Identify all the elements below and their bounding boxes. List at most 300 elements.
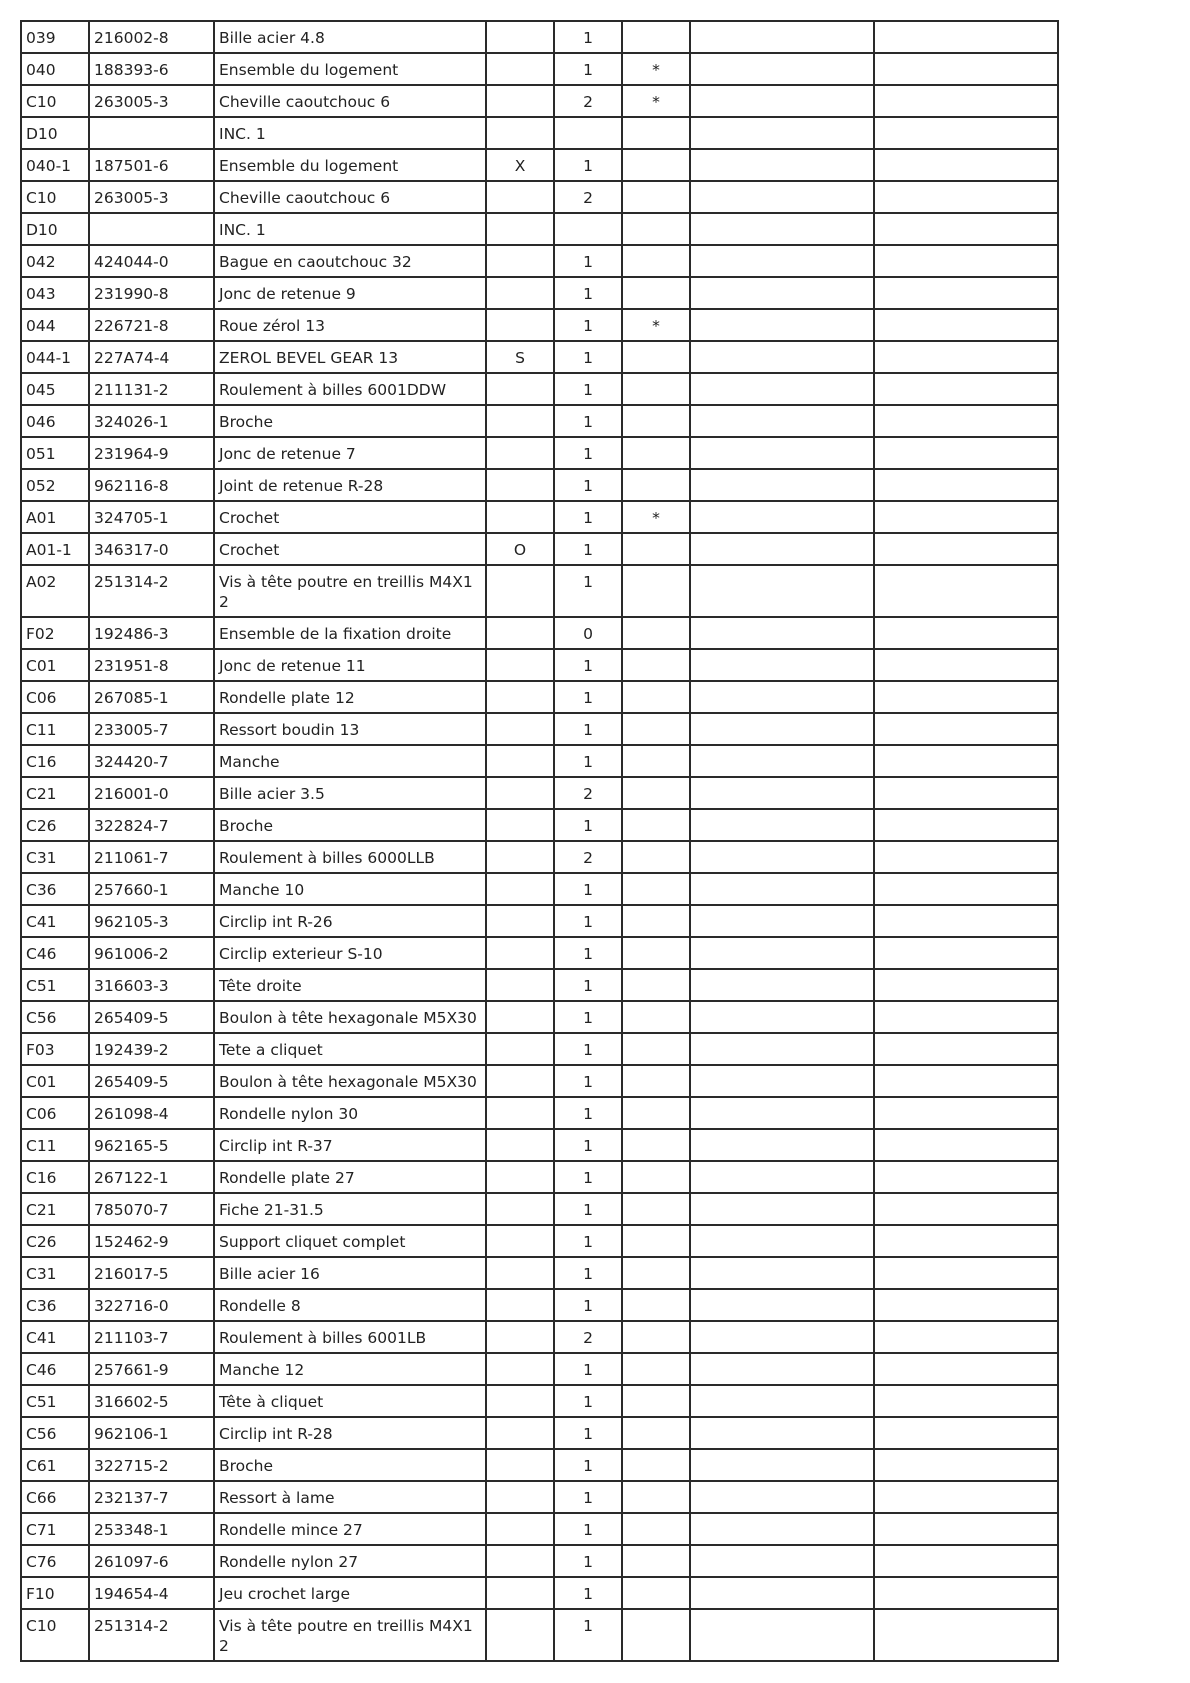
quantity-cell bbox=[554, 149, 622, 181]
quantity-cell bbox=[554, 1001, 622, 1033]
quantity-text: 1 bbox=[583, 913, 593, 931]
parts-table-body bbox=[21, 21, 1058, 1661]
part-number-cell bbox=[89, 1449, 214, 1481]
option-cell bbox=[486, 713, 554, 745]
note-cell bbox=[622, 1129, 690, 1161]
option-text bbox=[491, 86, 549, 92]
empty-cell bbox=[690, 1193, 874, 1225]
table-row bbox=[21, 1033, 1058, 1065]
description-cell bbox=[214, 1033, 486, 1065]
empty-cell bbox=[690, 1001, 874, 1033]
part-number-text: 324420-7 bbox=[94, 753, 169, 771]
description-text: Vis à tête poutre en treillis M4X1 2 bbox=[219, 1617, 473, 1655]
index-text: 051 bbox=[26, 445, 56, 463]
index-text: 052 bbox=[26, 477, 56, 495]
quantity-cell bbox=[554, 245, 622, 277]
index-text: C36 bbox=[26, 1297, 57, 1315]
part-number-text: 324026-1 bbox=[94, 413, 169, 431]
quantity-text: 1 bbox=[583, 477, 593, 495]
index-cell bbox=[21, 969, 89, 1001]
empty-cell bbox=[690, 53, 874, 85]
index-cell bbox=[21, 1033, 89, 1065]
table-row bbox=[21, 533, 1058, 565]
table-row bbox=[21, 213, 1058, 245]
part-number-cell bbox=[89, 117, 214, 149]
description-text: Boulon à tête hexagonale M5X30 bbox=[219, 1009, 477, 1027]
index-text: C11 bbox=[26, 1137, 57, 1155]
note-cell bbox=[622, 1097, 690, 1129]
note-cell bbox=[622, 21, 690, 53]
option-text bbox=[491, 502, 549, 508]
option-text bbox=[491, 182, 549, 188]
description-text: Manche 12 bbox=[219, 1361, 305, 1379]
empty-cell bbox=[874, 1353, 1058, 1385]
index-cell bbox=[21, 1609, 89, 1661]
option-text bbox=[491, 1002, 549, 1008]
note-cell bbox=[622, 745, 690, 777]
part-number-text: 265409-5 bbox=[94, 1073, 169, 1091]
option-text bbox=[491, 438, 549, 444]
table-row bbox=[21, 1449, 1058, 1481]
empty-cell bbox=[690, 213, 874, 245]
note-text bbox=[627, 682, 685, 688]
empty-cell bbox=[874, 1225, 1058, 1257]
empty-cell bbox=[874, 873, 1058, 905]
quantity-cell bbox=[554, 1417, 622, 1449]
index-cell bbox=[21, 405, 89, 437]
quantity-cell bbox=[554, 565, 622, 617]
index-text: C71 bbox=[26, 1521, 57, 1539]
option-cell bbox=[486, 437, 554, 469]
option-text bbox=[491, 1354, 549, 1360]
description-text: Crochet bbox=[219, 541, 280, 559]
table-row bbox=[21, 1097, 1058, 1129]
option-text bbox=[491, 118, 549, 124]
description-cell bbox=[214, 469, 486, 501]
part-number-text: 257661-9 bbox=[94, 1361, 169, 1379]
note-cell bbox=[622, 149, 690, 181]
description-text: Roulement à billes 6001LB bbox=[219, 1329, 427, 1347]
note-text bbox=[627, 534, 685, 540]
table-row bbox=[21, 713, 1058, 745]
quantity-cell bbox=[554, 1097, 622, 1129]
quantity-cell bbox=[554, 905, 622, 937]
index-cell bbox=[21, 85, 89, 117]
index-cell bbox=[21, 149, 89, 181]
part-number-text: 322715-2 bbox=[94, 1457, 169, 1475]
table-row bbox=[21, 1545, 1058, 1577]
empty-cell bbox=[874, 1513, 1058, 1545]
description-text: INC. 1 bbox=[219, 221, 266, 239]
table-row bbox=[21, 437, 1058, 469]
description-cell bbox=[214, 1065, 486, 1097]
index-cell bbox=[21, 21, 89, 53]
index-cell bbox=[21, 1385, 89, 1417]
part-number-text: 231951-8 bbox=[94, 657, 169, 675]
note-cell bbox=[622, 1353, 690, 1385]
option-cell bbox=[486, 213, 554, 245]
index-text: C11 bbox=[26, 721, 57, 739]
quantity-text: 1 bbox=[583, 1297, 593, 1315]
empty-cell bbox=[874, 969, 1058, 1001]
option-cell bbox=[486, 469, 554, 501]
option-text bbox=[491, 1482, 549, 1488]
index-text: C41 bbox=[26, 913, 57, 931]
description-text: Rondelle plate 27 bbox=[219, 1169, 355, 1187]
option-text bbox=[491, 1322, 549, 1328]
index-cell bbox=[21, 873, 89, 905]
quantity-text: 1 bbox=[583, 445, 593, 463]
table-row bbox=[21, 469, 1058, 501]
empty-cell bbox=[874, 1193, 1058, 1225]
quantity-text: 2 bbox=[583, 93, 593, 111]
empty-cell bbox=[874, 21, 1058, 53]
part-number-text: 211061-7 bbox=[94, 849, 169, 867]
option-cell bbox=[486, 937, 554, 969]
empty-cell bbox=[874, 1033, 1058, 1065]
empty-cell bbox=[690, 1289, 874, 1321]
note-cell bbox=[622, 213, 690, 245]
part-number-text: 226721-8 bbox=[94, 317, 169, 335]
quantity-text: 1 bbox=[583, 1169, 593, 1187]
index-text: C76 bbox=[26, 1553, 57, 1571]
part-number-cell bbox=[89, 649, 214, 681]
quantity-text: 1 bbox=[583, 1265, 593, 1283]
empty-cell bbox=[690, 149, 874, 181]
description-text: Roue zérol 13 bbox=[219, 317, 325, 335]
empty-cell bbox=[690, 649, 874, 681]
option-cell bbox=[486, 1129, 554, 1161]
description-cell bbox=[214, 905, 486, 937]
description-cell bbox=[214, 777, 486, 809]
index-text: 044 bbox=[26, 317, 56, 335]
description-text: Roulement à billes 6000LLB bbox=[219, 849, 435, 867]
option-text: S bbox=[515, 349, 525, 367]
part-number-text: 316603-3 bbox=[94, 977, 169, 995]
quantity-cell bbox=[554, 1545, 622, 1577]
table-row bbox=[21, 501, 1058, 533]
option-text bbox=[491, 778, 549, 784]
option-text bbox=[491, 682, 549, 688]
note-text bbox=[627, 1354, 685, 1360]
description-text: Circlip exterieur S-10 bbox=[219, 945, 383, 963]
description-text: Fiche 21-31.5 bbox=[219, 1201, 324, 1219]
quantity-text: 1 bbox=[583, 1041, 593, 1059]
quantity-text: 1 bbox=[583, 317, 593, 335]
note-text bbox=[627, 1034, 685, 1040]
quantity-text: 1 bbox=[583, 753, 593, 771]
option-text bbox=[491, 1610, 549, 1616]
quantity-cell bbox=[554, 1481, 622, 1513]
empty-cell bbox=[874, 1609, 1058, 1661]
empty-cell bbox=[874, 565, 1058, 617]
quantity-cell bbox=[554, 1321, 622, 1353]
quantity-cell bbox=[554, 1385, 622, 1417]
description-text: Cheville caoutchouc 6 bbox=[219, 93, 391, 111]
quantity-cell bbox=[554, 1161, 622, 1193]
quantity-cell bbox=[554, 1225, 622, 1257]
note-text bbox=[627, 970, 685, 976]
note-text bbox=[627, 566, 685, 572]
part-number-text: 232137-7 bbox=[94, 1489, 169, 1507]
index-text: A02 bbox=[26, 573, 57, 591]
empty-cell bbox=[874, 1417, 1058, 1449]
table-row bbox=[21, 1065, 1058, 1097]
note-cell bbox=[622, 1545, 690, 1577]
part-number-cell bbox=[89, 1193, 214, 1225]
option-cell bbox=[486, 1225, 554, 1257]
note-text bbox=[627, 714, 685, 720]
note-cell bbox=[622, 1577, 690, 1609]
description-cell bbox=[214, 1289, 486, 1321]
quantity-text bbox=[559, 118, 617, 124]
table-row bbox=[21, 53, 1058, 85]
empty-cell bbox=[690, 681, 874, 713]
option-text bbox=[491, 278, 549, 284]
quantity-cell bbox=[554, 1065, 622, 1097]
index-cell bbox=[21, 533, 89, 565]
table-row bbox=[21, 1353, 1058, 1385]
empty-cell bbox=[690, 85, 874, 117]
description-text: Rondelle plate 12 bbox=[219, 689, 355, 707]
option-cell bbox=[486, 745, 554, 777]
note-text bbox=[627, 906, 685, 912]
part-number-text: 216001-0 bbox=[94, 785, 169, 803]
empty-cell bbox=[874, 1001, 1058, 1033]
empty-cell bbox=[874, 85, 1058, 117]
note-text bbox=[627, 746, 685, 752]
description-text: Rondelle 8 bbox=[219, 1297, 301, 1315]
option-cell bbox=[486, 1193, 554, 1225]
index-text: C06 bbox=[26, 689, 57, 707]
option-text bbox=[491, 970, 549, 976]
part-number-cell bbox=[89, 1097, 214, 1129]
option-cell bbox=[486, 681, 554, 713]
quantity-text: 1 bbox=[583, 1617, 593, 1635]
empty-cell bbox=[874, 681, 1058, 713]
empty-cell bbox=[690, 1321, 874, 1353]
index-cell bbox=[21, 809, 89, 841]
part-number-text: 265409-5 bbox=[94, 1009, 169, 1027]
quantity-cell bbox=[554, 1449, 622, 1481]
quantity-cell bbox=[554, 1513, 622, 1545]
empty-cell bbox=[874, 1385, 1058, 1417]
description-cell bbox=[214, 1513, 486, 1545]
index-text: C61 bbox=[26, 1457, 57, 1475]
note-cell bbox=[622, 681, 690, 713]
description-cell bbox=[214, 841, 486, 873]
quantity-text: 1 bbox=[583, 541, 593, 559]
option-cell bbox=[486, 1065, 554, 1097]
quantity-text: 1 bbox=[583, 381, 593, 399]
part-number-text: 267085-1 bbox=[94, 689, 169, 707]
empty-cell bbox=[690, 277, 874, 309]
note-cell bbox=[622, 1609, 690, 1661]
table-row bbox=[21, 905, 1058, 937]
part-number-text: 233005-7 bbox=[94, 721, 169, 739]
note-cell bbox=[622, 53, 690, 85]
note-text bbox=[627, 150, 685, 156]
empty-cell bbox=[690, 1513, 874, 1545]
empty-cell bbox=[690, 937, 874, 969]
part-number-cell bbox=[89, 1129, 214, 1161]
note-cell bbox=[622, 181, 690, 213]
empty-cell bbox=[690, 1545, 874, 1577]
quantity-text: 1 bbox=[583, 1425, 593, 1443]
index-cell bbox=[21, 1193, 89, 1225]
part-number-cell bbox=[89, 617, 214, 649]
table-row bbox=[21, 245, 1058, 277]
quantity-text: 1 bbox=[583, 509, 593, 527]
option-text bbox=[491, 1034, 549, 1040]
note-text bbox=[627, 810, 685, 816]
note-text bbox=[627, 1386, 685, 1392]
empty-cell bbox=[690, 745, 874, 777]
description-text: Manche 10 bbox=[219, 881, 305, 899]
option-cell bbox=[486, 649, 554, 681]
option-text bbox=[491, 618, 549, 624]
note-text bbox=[627, 618, 685, 624]
quantity-text: 1 bbox=[583, 1361, 593, 1379]
description-cell bbox=[214, 1385, 486, 1417]
index-cell bbox=[21, 1257, 89, 1289]
empty-cell bbox=[874, 1577, 1058, 1609]
note-cell bbox=[622, 873, 690, 905]
empty-cell bbox=[874, 373, 1058, 405]
description-text: Support cliquet complet bbox=[219, 1233, 406, 1251]
note-text bbox=[627, 1130, 685, 1136]
option-text bbox=[491, 874, 549, 880]
quantity-cell bbox=[554, 213, 622, 245]
quantity-text: 1 bbox=[583, 977, 593, 995]
quantity-cell bbox=[554, 1289, 622, 1321]
option-text: O bbox=[513, 541, 527, 559]
empty-cell bbox=[874, 1129, 1058, 1161]
part-number-text: 322824-7 bbox=[94, 817, 169, 835]
empty-cell bbox=[874, 1065, 1058, 1097]
description-text: Ensemble du logement bbox=[219, 61, 399, 79]
empty-cell bbox=[690, 777, 874, 809]
option-cell bbox=[486, 277, 554, 309]
empty-cell bbox=[874, 309, 1058, 341]
description-text: ZEROL BEVEL GEAR 13 bbox=[219, 349, 399, 367]
empty-cell bbox=[874, 1481, 1058, 1513]
option-cell bbox=[486, 1417, 554, 1449]
quantity-cell bbox=[554, 713, 622, 745]
option-text bbox=[491, 246, 549, 252]
index-text: 046 bbox=[26, 413, 56, 431]
note-text bbox=[627, 1258, 685, 1264]
part-number-cell bbox=[89, 969, 214, 1001]
note-cell bbox=[622, 437, 690, 469]
note-text bbox=[627, 406, 685, 412]
option-cell bbox=[486, 1353, 554, 1385]
description-text: Circlip int R-26 bbox=[219, 913, 333, 931]
empty-cell bbox=[874, 905, 1058, 937]
option-text bbox=[491, 374, 549, 380]
index-text: D10 bbox=[26, 221, 58, 239]
description-cell bbox=[214, 1097, 486, 1129]
index-cell bbox=[21, 905, 89, 937]
note-text bbox=[627, 1418, 685, 1424]
empty-cell bbox=[874, 341, 1058, 373]
note-cell bbox=[622, 1161, 690, 1193]
note-text bbox=[627, 1322, 685, 1328]
option-cell bbox=[486, 117, 554, 149]
description-text: Circlip int R-28 bbox=[219, 1425, 333, 1443]
quantity-cell bbox=[554, 745, 622, 777]
part-number-cell bbox=[89, 1289, 214, 1321]
option-text bbox=[491, 1066, 549, 1072]
part-number-cell bbox=[89, 405, 214, 437]
part-number-text: 261097-6 bbox=[94, 1553, 169, 1571]
description-text: Rondelle nylon 27 bbox=[219, 1553, 359, 1571]
table-row bbox=[21, 1417, 1058, 1449]
table-row bbox=[21, 277, 1058, 309]
part-number-text bbox=[94, 214, 209, 220]
note-text bbox=[627, 650, 685, 656]
part-number-cell bbox=[89, 1577, 214, 1609]
option-cell bbox=[486, 21, 554, 53]
option-cell bbox=[486, 341, 554, 373]
part-number-cell bbox=[89, 309, 214, 341]
table-row bbox=[21, 617, 1058, 649]
table-row bbox=[21, 969, 1058, 1001]
quantity-cell bbox=[554, 681, 622, 713]
part-number-text: 211103-7 bbox=[94, 1329, 169, 1347]
index-cell bbox=[21, 1321, 89, 1353]
quantity-cell bbox=[554, 21, 622, 53]
note-text bbox=[627, 22, 685, 28]
option-cell bbox=[486, 617, 554, 649]
note-cell bbox=[622, 501, 690, 533]
option-cell bbox=[486, 565, 554, 617]
quantity-cell bbox=[554, 809, 622, 841]
part-number-cell bbox=[89, 1513, 214, 1545]
quantity-text: 1 bbox=[583, 1073, 593, 1091]
quantity-text: 1 bbox=[583, 945, 593, 963]
index-cell bbox=[21, 501, 89, 533]
index-cell bbox=[21, 1353, 89, 1385]
index-text: C21 bbox=[26, 785, 57, 803]
option-cell bbox=[486, 1577, 554, 1609]
quantity-cell bbox=[554, 437, 622, 469]
index-text: C26 bbox=[26, 817, 57, 835]
quantity-text: 1 bbox=[583, 1137, 593, 1155]
quantity-cell bbox=[554, 85, 622, 117]
empty-cell bbox=[874, 437, 1058, 469]
note-cell bbox=[622, 1225, 690, 1257]
quantity-cell bbox=[554, 373, 622, 405]
index-text: C16 bbox=[26, 1169, 57, 1187]
quantity-text: 1 bbox=[583, 1585, 593, 1603]
quantity-text: 1 bbox=[583, 285, 593, 303]
description-text: Broche bbox=[219, 817, 274, 835]
description-cell bbox=[214, 1257, 486, 1289]
note-cell bbox=[622, 1001, 690, 1033]
index-cell bbox=[21, 117, 89, 149]
quantity-cell bbox=[554, 969, 622, 1001]
part-number-text: 231964-9 bbox=[94, 445, 169, 463]
quantity-text: 2 bbox=[583, 785, 593, 803]
table-row bbox=[21, 1289, 1058, 1321]
description-text: Roulement à billes 6001DDW bbox=[219, 381, 447, 399]
description-cell bbox=[214, 1545, 486, 1577]
quantity-text: 1 bbox=[583, 689, 593, 707]
table-row bbox=[21, 937, 1058, 969]
empty-cell bbox=[874, 617, 1058, 649]
table-row bbox=[21, 1161, 1058, 1193]
